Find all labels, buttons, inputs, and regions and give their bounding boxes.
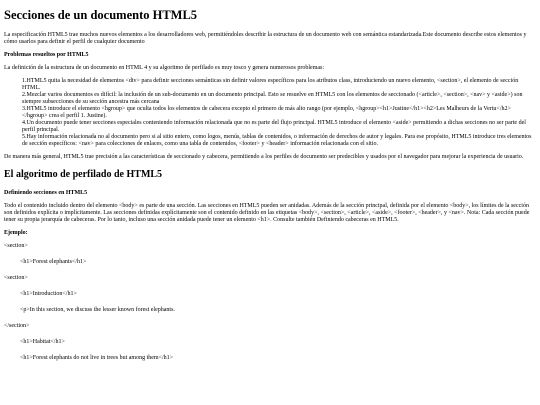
summary-paragraph: De manera más general, HTML5 trae precisión a las características de seccionado y cabecera, permitiendo a los perfiles de documento ser predecibles y usados por el navegador para mejorar la experiencia de usuario. — [4, 154, 524, 160]
problem-item-3: 3.HTML5 introduce el elemento <hgroup> que oculta todos los elementos de cabecera excepto el primero de más alto rango (por ejemplo, <hgroup><h1>Justine</h1><h2>Les Malheurs de la Vertu</h2></hgroup> crea el perfil 1. Justine). — [22, 106, 511, 119]
code-line-8: <h1>Forest elephants do not live in trees but among them</h1> — [20, 355, 174, 361]
problems-list — [4, 78, 536, 148]
problem-item-5: 5.Hay información relacionada no al documento pero si al sitio entero, como logos, menús, tablas de contenidos, o información de derechos de autor y legales. Para ese propósito, HTML5 introduce tres elementos de sección específicos: <nav> para colecciones de enlaces, como una tabla de contenidos, <footer> y <header> información relacionada con el sitio. — [22, 134, 532, 147]
code-line-1: <section> — [4, 243, 28, 249]
code-line-7: <h1>Habitat</h1> — [20, 339, 65, 345]
page-title: Secciones de un documento HTML5 — [4, 8, 198, 22]
problems-intro: La definición de la estructura de un documento en HTML 4 y su algoritmo de perfilado es muy tosco y genera numerosos problemas: — [4, 65, 325, 71]
define-paragraph: Todo el contenido incluido dentro del elemento <body> es parte de una sección. Las secciones en HTML5 pueden ser anidadas. Además de la sección principal, definida por el elemento <body>, los límites de la sección son definidos explícita o implícitamente. Las secciones definidas explícitamente son el contenido definido en las etiquetas <body>, <section>, <article>, <aside>, <footer>, <header>, y <nav>. Nota: Cada sección puede tener su propia jerarquía de cabeceras. Por lo tanto, incluso una sección anidada puede tener un elemento <h1>. Consulte también Definiendo cabeceras en HTML5. — [4, 203, 530, 223]
problem-item-1: 1.HTML5 quita la necesidad de elementos <div> para definir secciones semánticas sin definir valores específicos para los atributos class, introduciendo un nuevo elemento, <section>, el elemento de sección HTML. — [22, 78, 519, 91]
code-line-3: <section> — [4, 275, 28, 281]
problem-item-4: 4.Un documento puede tener secciones especiales conteniendo información relacionada que no es parte del flujo principal. HTML5 introduce el elemento <aside> permitiendo a dichas secciones no ser parte del perfil principal. — [22, 120, 526, 133]
define-heading: Definiendo secciones en HTML5 — [4, 190, 88, 196]
code-line-6: </section> — [4, 323, 30, 329]
code-line-2: <h1>Forest elephants</h1> — [20, 259, 87, 265]
algorithm-title: El algoritmo de perfilado de HTML5 — [4, 169, 163, 180]
code-line-5: <p>In this section, we discuss the lesser known forest elephants. — [20, 307, 175, 313]
problem-item-2: 2.Mezclar varios documentos es difícil: la inclusión de un sub-documento en un documento principal. Esto se resuelve en HTML5 con los elementos de seccionado (<article>, <section>, <nav> y <aside>) son siempre subsecciones de su sección ancestra más cercana — [22, 92, 523, 105]
problems-heading: Problemas resueltos por HTML5 — [4, 52, 89, 58]
code-line-4: <h1>Introduction</h1> — [20, 291, 77, 297]
example-label: Ejemplo: — [4, 230, 28, 236]
intro-paragraph: La especificación HTML5 trae muchos nuevos elementos a los desarrolladores web, permitiéndoles describir la estructura de un documento web con semántica estandarizada.Este documento describe estos elementos y cómo usarlos para definir el perfil de cualquier documento — [4, 32, 527, 45]
